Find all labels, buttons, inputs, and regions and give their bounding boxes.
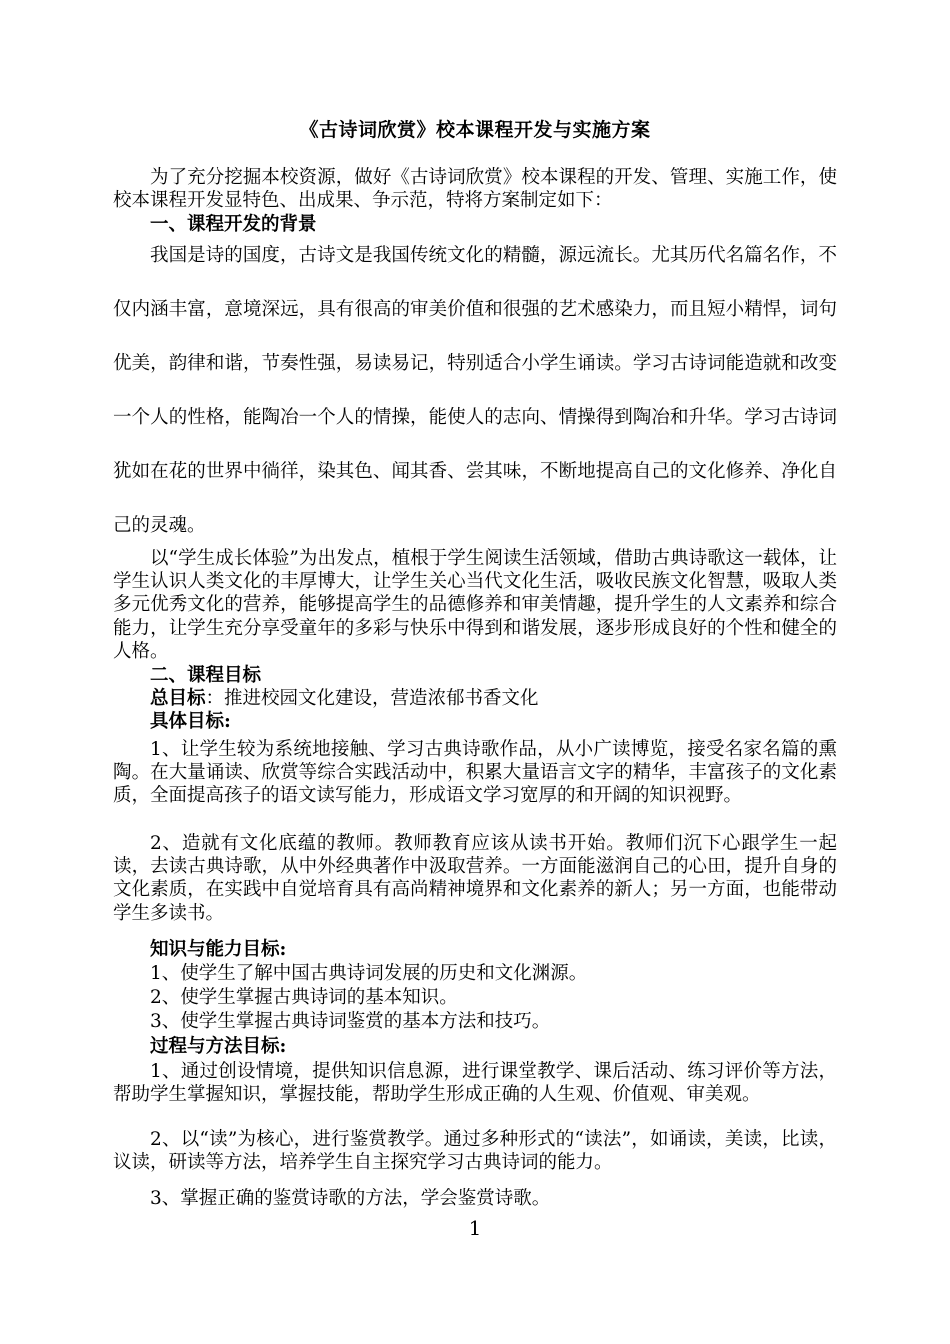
overall-goal-label: 总目标 bbox=[150, 688, 206, 709]
section-heading-goals: 二、课程目标 bbox=[150, 665, 262, 686]
process-item-2: 2、以“读”为核心，进行鉴赏教学。通过多种形式的“读法”，如诵读，美读，比读，议读，研读等方法，培养学生自主探究学习古典诗词的能力。 bbox=[113, 1129, 837, 1174]
knowledge-heading: 知识与能力目标: bbox=[150, 939, 287, 960]
specific-goals-heading: 具体目标: bbox=[150, 711, 231, 732]
page-number: 1 bbox=[468, 1216, 482, 1240]
document-title: 《古诗词欣赏》校本课程开发与实施方案 bbox=[299, 119, 651, 141]
knowledge-item-1: 1、使学生了解中国古典诗词发展的历史和文化渊源。 bbox=[150, 963, 588, 984]
overall-goal bbox=[113, 687, 837, 710]
background-paragraph-1: 我国是诗的国度，古诗文是我国传统文化的精髓，源远流长。尤其历代名篇名作，不仅内涵丰富，意境深远，具有很高的审美价值和很强的艺术感染力，而且短小精悍，词句优美，韵律和谐，节奏性强，易读易记，特别适合小学生诵读。学习古诗词能造就和改变一个人的性格，能陶冶一个人的情操，能使人的志向、情操得到陶冶和升华。学习古诗词犹如在花的世界中徜徉，染其色、闻其香、尝其味，不断地提高自己的文化修养、净化自己的灵魂。 bbox=[113, 245, 837, 536]
background-paragraph-2: 以“学生成长体验”为出发点，植根于学生阅读生活领域，借助古典诗歌这一载体，让学生认识人类文化的丰厚博大，让学生关心当代文化生活，吸收民族文化智慧，吸取人类多元优秀文化的营养，能够提高学生的品德修养和审美情趣，提升学生的人文素养和综合能力，让学生充分享受童年的多彩与快乐中得到和谐发展，逐步形成良好的个性和健全的人格。 bbox=[113, 548, 837, 662]
process-heading: 过程与方法目标: bbox=[150, 1036, 287, 1057]
knowledge-item-3: 3、使学生掌握古典诗词鉴赏的基本方法和技巧。 bbox=[150, 1011, 551, 1032]
section-heading-background: 一、课程开发的背景 bbox=[150, 214, 317, 235]
knowledge-item-2: 2、使学生掌握古典诗词的基本知识。 bbox=[150, 987, 458, 1008]
specific-goal-2: 2、造就有文化底蕴的教师。教师教育应该从读书开始。教师们沉下心跟学生一起读，去读古典诗歌，从中外经典著作中汲取营养。一方面能滋润自己的心田，提升自身的文化素质，在实践中自觉培育具有高尚精神境界和文化素养的新人；另一方面，也能带动学生多读书。 bbox=[113, 833, 837, 924]
intro-paragraph: 为了充分挖掘本校资源，做好《古诗词欣赏》校本课程的开发、管理、实施工作，使校本课程开发显特色、出成果、争示范，特将方案制定如下： bbox=[113, 167, 837, 212]
process-item-1: 1、通过创设情境，提供知识信息源，进行课堂教学、课后活动、练习评价等方法，帮助学生掌握知识，掌握技能，帮助学生形成正确的人生观、价值观、审美观。 bbox=[113, 1061, 837, 1106]
process-item-3: 3、掌握正确的鉴赏诗歌的方法，学会鉴赏诗歌。 bbox=[150, 1188, 551, 1209]
specific-goal-1: 1、让学生较为系统地接触、学习古典诗歌作品，从小广读博览，接受名家名篇的熏陶。在大量诵读、欣赏等综合实践活动中，积累大量语言文字的精华，丰富孩子的文化素质，全面提高孩子的语文读写能力，形成语文学习宽厚的和开阔的知识视野。 bbox=[113, 739, 837, 807]
overall-goal-text: ：推进校园文化建设，营造浓郁书香文化 bbox=[205, 688, 539, 709]
